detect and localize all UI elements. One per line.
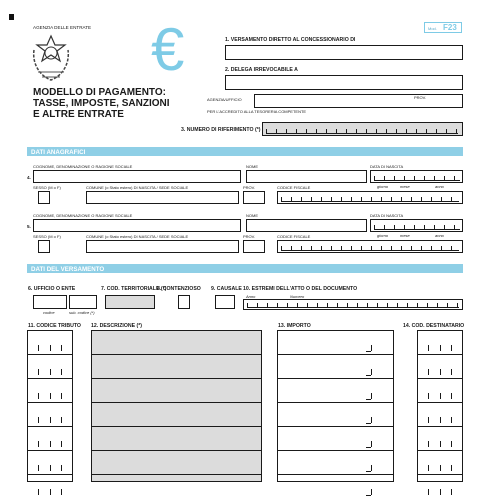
sesso-input-4[interactable]: [38, 191, 50, 204]
importo-decimal-mark: [366, 423, 371, 424]
cf-label-5: CODICE FISCALE: [277, 234, 311, 239]
cognome-input-5[interactable]: [33, 219, 241, 232]
table-row-divider: [27, 450, 73, 451]
codice-tick: [50, 441, 51, 447]
codice-tributo-label: 11. CODICE TRIBUTO: [28, 323, 81, 329]
ufficio-codice-input[interactable]: [33, 295, 67, 309]
destinatario-column[interactable]: [417, 330, 463, 482]
codice-tick: [61, 489, 62, 495]
descrizione-label: 12. DESCRIZIONE (*): [91, 323, 143, 329]
nome-input-4[interactable]: [246, 170, 367, 183]
cognome-label-4: COGNOME, DENOMINAZIONE O RAGIONE SOCIALE: [33, 164, 133, 169]
anno-label-5: anno: [435, 233, 444, 238]
table-row-divider: [277, 354, 394, 355]
form-title-line-3: E ALTRE ENTRATE: [33, 109, 124, 120]
causale-input[interactable]: [215, 295, 235, 309]
prov-label: PROV.: [414, 95, 427, 100]
destinatario-tick: [451, 369, 452, 375]
model-badge-label: Mod.: [428, 26, 437, 31]
table-row-divider: [417, 426, 463, 427]
corner-mark: [9, 14, 14, 20]
importo-decimal-tick: [371, 465, 372, 471]
table-row-divider: [91, 354, 262, 355]
nome-label-5: NOME: [246, 213, 258, 218]
destinatario-tick: [440, 393, 441, 399]
codice-tick: [50, 393, 51, 399]
euro-icon: €: [151, 16, 185, 83]
comune-input-5[interactable]: [86, 240, 239, 253]
codice-tick: [50, 417, 51, 423]
destinatario-tick: [428, 489, 429, 495]
sesso-input-5[interactable]: [38, 240, 50, 253]
importo-decimal-mark: [366, 375, 371, 376]
codice-tick: [38, 393, 39, 399]
table-row-divider: [277, 378, 394, 379]
data-nascita-label-4: DATA DI NASCITA: [370, 164, 404, 169]
section-bar-versamento: [27, 264, 463, 273]
form-title-line-2: TASSE, IMPOSTE, SANZIONI: [33, 98, 170, 109]
estremi-ticks: [247, 303, 459, 308]
table-row-divider: [417, 474, 463, 475]
codice-tick: [50, 369, 51, 375]
reference-number-ticks: [266, 129, 458, 134]
sesso-label-4: SESSO (M o F): [33, 185, 61, 190]
sesso-label-5: SESSO (M o F): [33, 234, 61, 239]
cf-label-4: CODICE FISCALE: [277, 185, 311, 190]
anno-label-4: anno: [435, 184, 444, 189]
table-row-divider: [91, 426, 262, 427]
table-row-divider: [27, 354, 73, 355]
section-title-versamento: DATI DEL VERSAMENTO: [31, 265, 105, 273]
destinatario-tick: [428, 441, 429, 447]
importo-decimal-mark: [366, 399, 371, 400]
prov-label-5: PROV.: [243, 234, 256, 239]
row-number-4: 4.: [27, 175, 31, 180]
field-1-input[interactable]: [225, 45, 463, 60]
destinatario-tick: [451, 393, 452, 399]
agenzia-label: AGENZIA/UFFICIO: [207, 97, 242, 102]
table-row-divider: [27, 378, 73, 379]
data-nascita-ticks-5: [374, 225, 460, 230]
codice-tick: [61, 417, 62, 423]
codice-tick: [50, 345, 51, 351]
table-row-divider: [417, 378, 463, 379]
importo-label: 13. IMPORTO: [278, 323, 311, 329]
destinatario-tick: [451, 441, 452, 447]
prov-label-4: PROV.: [243, 185, 256, 190]
table-row-divider: [91, 474, 262, 475]
table-row-divider: [27, 402, 73, 403]
destinatario-tick: [428, 345, 429, 351]
importo-decimal-tick: [371, 369, 372, 375]
prov-input-5[interactable]: [243, 240, 265, 253]
destinatario-tick: [428, 393, 429, 399]
nome-label-4: NOME: [246, 164, 258, 169]
field-2-input[interactable]: [225, 75, 463, 90]
destinatario-tick: [440, 369, 441, 375]
destinatario-tick: [451, 489, 452, 495]
codice-tributo-column[interactable]: [27, 330, 73, 482]
codice-tick: [38, 489, 39, 495]
codice-label: codice: [43, 310, 55, 315]
cognome-input-4[interactable]: [33, 170, 241, 183]
codice-tick: [61, 369, 62, 375]
codice-tick: [61, 345, 62, 351]
importo-decimal-mark: [366, 351, 371, 352]
destinatario-tick: [428, 369, 429, 375]
section-bar-anagrafici: [27, 147, 463, 156]
importo-decimal-mark: [366, 447, 371, 448]
nome-input-5[interactable]: [246, 219, 367, 232]
destinatario-tick: [451, 345, 452, 351]
sub-codice-label: sub. codice (*): [69, 310, 95, 315]
giorno-label-5: giorno: [377, 233, 389, 238]
destinatario-tick: [451, 417, 452, 423]
territoriale-label: 7. COD. TERRITORIALE (*): [101, 286, 167, 292]
mese-label-5: mese: [400, 233, 410, 238]
section-title-anagrafici: DATI ANAGRAFICI: [31, 148, 86, 156]
importo-decimal-mark: [366, 471, 371, 472]
republic-emblem-icon: [30, 32, 72, 84]
territoriale-input[interactable]: [105, 295, 155, 309]
descrizione-column[interactable]: [91, 330, 262, 482]
field-3-label: 3. NUMERO DI RIFERIMENTO (*): [181, 127, 261, 133]
row-number-5: 5.: [27, 224, 31, 229]
destinatario-label: 14. COD. DESTINATARIO: [403, 323, 465, 329]
codice-tick: [38, 441, 39, 447]
ufficio-label: 6. UFFICIO O ENTE: [28, 286, 76, 292]
form-title-line-1: MODELLO DI PAGAMENTO:: [33, 87, 166, 98]
destinatario-tick: [451, 465, 452, 471]
importo-decimal-tick: [371, 345, 372, 351]
codice-tick: [38, 369, 39, 375]
importo-decimal-tick: [371, 489, 372, 495]
ufficio-sub-input[interactable]: [69, 295, 97, 309]
destinatario-tick: [440, 417, 441, 423]
importo-decimal-tick: [371, 417, 372, 423]
table-row-divider: [277, 426, 394, 427]
destinatario-tick: [440, 489, 441, 495]
giorno-label-4: giorno: [377, 184, 389, 189]
contenzioso-input[interactable]: [178, 295, 190, 309]
data-nascita-label-5: DATA DI NASCITA: [370, 213, 404, 218]
table-row-divider: [27, 426, 73, 427]
table-row-divider: [27, 474, 73, 475]
destinatario-tick: [440, 345, 441, 351]
table-row-divider: [277, 402, 394, 403]
destinatario-tick: [440, 465, 441, 471]
comune-label-4: COMUNE (o Stato estero) DI NASCITA / SEDE SOCIALE: [86, 185, 189, 190]
table-row-divider: [277, 450, 394, 451]
table-row-divider: [277, 474, 394, 475]
codice-tick: [61, 393, 62, 399]
table-row-divider: [91, 378, 262, 379]
codice-tick: [61, 441, 62, 447]
model-badge-code: F23: [443, 23, 457, 32]
model-badge: [424, 22, 462, 33]
cognome-label-5: COGNOME, DENOMINAZIONE O RAGIONE SOCIALE: [33, 213, 133, 218]
causale-label: 9. CAUSALE: [211, 286, 242, 292]
codice-tick: [50, 489, 51, 495]
table-row-divider: [91, 450, 262, 451]
codice-tick: [38, 465, 39, 471]
destinatario-tick: [428, 417, 429, 423]
cf-ticks-5: [281, 246, 459, 251]
table-row-divider: [417, 450, 463, 451]
mese-label-4: mese: [400, 184, 410, 189]
data-nascita-ticks-4: [374, 176, 460, 181]
comune-input-4[interactable]: [86, 191, 239, 204]
field-2-label: 2. DELEGA IRREVOCABILE A: [225, 67, 298, 73]
destinatario-tick: [440, 441, 441, 447]
importo-decimal-tick: [371, 441, 372, 447]
table-row-divider: [417, 402, 463, 403]
comune-label-5: COMUNE (o Stato estero) DI NASCITA / SEDE SOCIALE: [86, 234, 189, 239]
numero-estremi-label: Numero: [290, 294, 305, 299]
codice-tick: [38, 345, 39, 351]
codice-tick: [50, 465, 51, 471]
prov-input-4[interactable]: [243, 191, 265, 204]
accredito-label: PER L'ACCREDITO ALLA TESORERIA COMPETENTE: [207, 109, 307, 114]
codice-tick: [38, 417, 39, 423]
importo-decimal-tick: [371, 393, 372, 399]
contenzioso-label: 8. CONTENZIOSO: [157, 286, 201, 292]
cf-ticks-4: [281, 197, 459, 202]
table-row-divider: [91, 402, 262, 403]
agenzia-input[interactable]: [254, 94, 463, 108]
estremi-label: 10. ESTREMI DELL'ATTO O DEL DOCUMENTO: [243, 286, 358, 292]
importo-column[interactable]: [277, 330, 394, 482]
field-1-label: 1. VERSAMENTO DIRETTO AL CONCESSIONARIO DI: [225, 37, 356, 43]
codice-tick: [61, 465, 62, 471]
destinatario-tick: [428, 465, 429, 471]
anno-estremi-label: Anno: [246, 294, 256, 299]
table-row-divider: [417, 354, 463, 355]
agency-name: AGENZIA DELLE ENTRATE: [33, 25, 92, 30]
